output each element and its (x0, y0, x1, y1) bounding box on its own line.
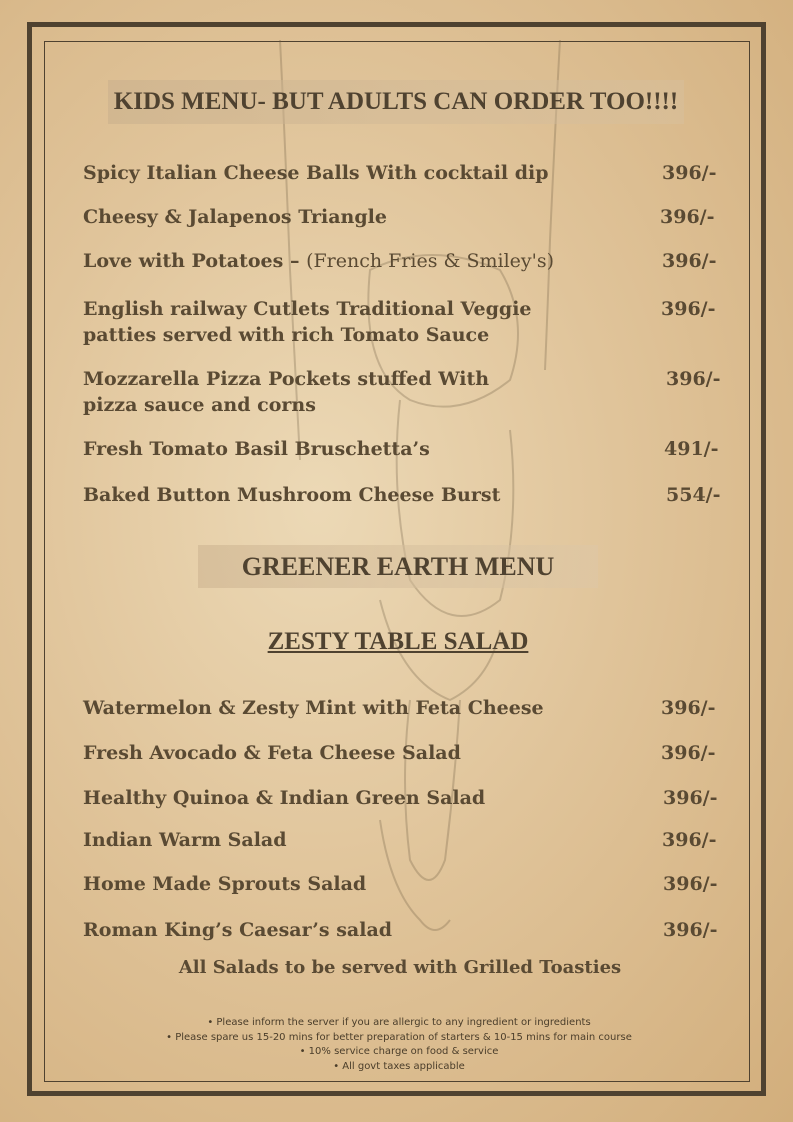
footer-note: • 10% service charge on food & service (299, 1046, 499, 1057)
salad-item-name: Indian Warm Salad (83, 829, 287, 851)
menu-item-price: 396/- (662, 162, 717, 184)
salad-item-price: 396/- (663, 873, 718, 895)
kids-menu-heading: KIDS MENU- BUT ADULTS CAN ORDER TOO!!!! (108, 80, 684, 124)
item-title: Love with Potatoes – (83, 250, 307, 272)
item-title: Spicy Italian Cheese Balls With cocktail dip (83, 162, 549, 184)
salad-item-name: Home Made Sprouts Salad (83, 873, 367, 895)
greener-earth-heading: GREENER EARTH MENU (198, 545, 598, 588)
menu-item-price: 396/- (660, 206, 715, 228)
salad-item-price: 396/- (661, 742, 716, 764)
item-title: Baked Button Mushroom Cheese Burst (83, 484, 501, 506)
salad-item-name: Fresh Avocado & Feta Cheese Salad (83, 742, 461, 764)
salad-item-price: 396/- (661, 697, 716, 719)
menu-item-name (83, 366, 543, 418)
item-title: Fresh Tomato Basil Bruschetta’s (83, 438, 430, 460)
menu-item-name (83, 248, 583, 274)
salad-item-name: Healthy Quinoa & Indian Green Salad (83, 787, 486, 809)
menu-item-name (83, 160, 553, 186)
item-title: English railway Cutlets Traditional Veggie patties served with rich Tomato Sauce (83, 298, 532, 346)
menu-item-price: 396/- (666, 368, 721, 390)
salads-note: All Salads to be served with Grilled Toasties (178, 957, 622, 978)
item-title: Mozzarella Pizza Pockets stuffed With pizza sauce and corns (83, 368, 490, 416)
menu-item-name (83, 204, 553, 230)
salad-item-name: Watermelon & Zesty Mint with Feta Cheese (83, 697, 544, 719)
menu-item-name (83, 296, 593, 348)
menu-item-price: 396/- (662, 250, 717, 272)
salad-item-price: 396/- (663, 787, 718, 809)
zesty-salad-heading: ZESTY TABLE SALAD (267, 628, 529, 655)
menu-item-price: 554/- (666, 484, 721, 506)
item-description: (French Fries & Smiley's) (306, 250, 555, 272)
menu-item-name (83, 436, 553, 462)
salad-item-price: 396/- (662, 829, 717, 851)
footer-notes (100, 1016, 698, 1074)
salad-item-name: Roman King’s Caesar’s salad (83, 919, 393, 941)
menu-item-name (83, 482, 553, 508)
footer-note: • Please inform the server if you are allergic to any ingredient or ingredients (207, 1017, 591, 1028)
menu-item-price: 396/- (661, 298, 716, 320)
item-title: Cheesy & Jalapenos Triangle (83, 206, 387, 228)
footer-note: • Please spare us 15-20 mins for better preparation of starters & 10-15 mins for main course (166, 1031, 632, 1043)
salad-item-price: 396/- (663, 919, 718, 941)
footer-note: • All govt taxes applicable (333, 1060, 465, 1072)
menu-item-price: 491/- (664, 438, 719, 460)
